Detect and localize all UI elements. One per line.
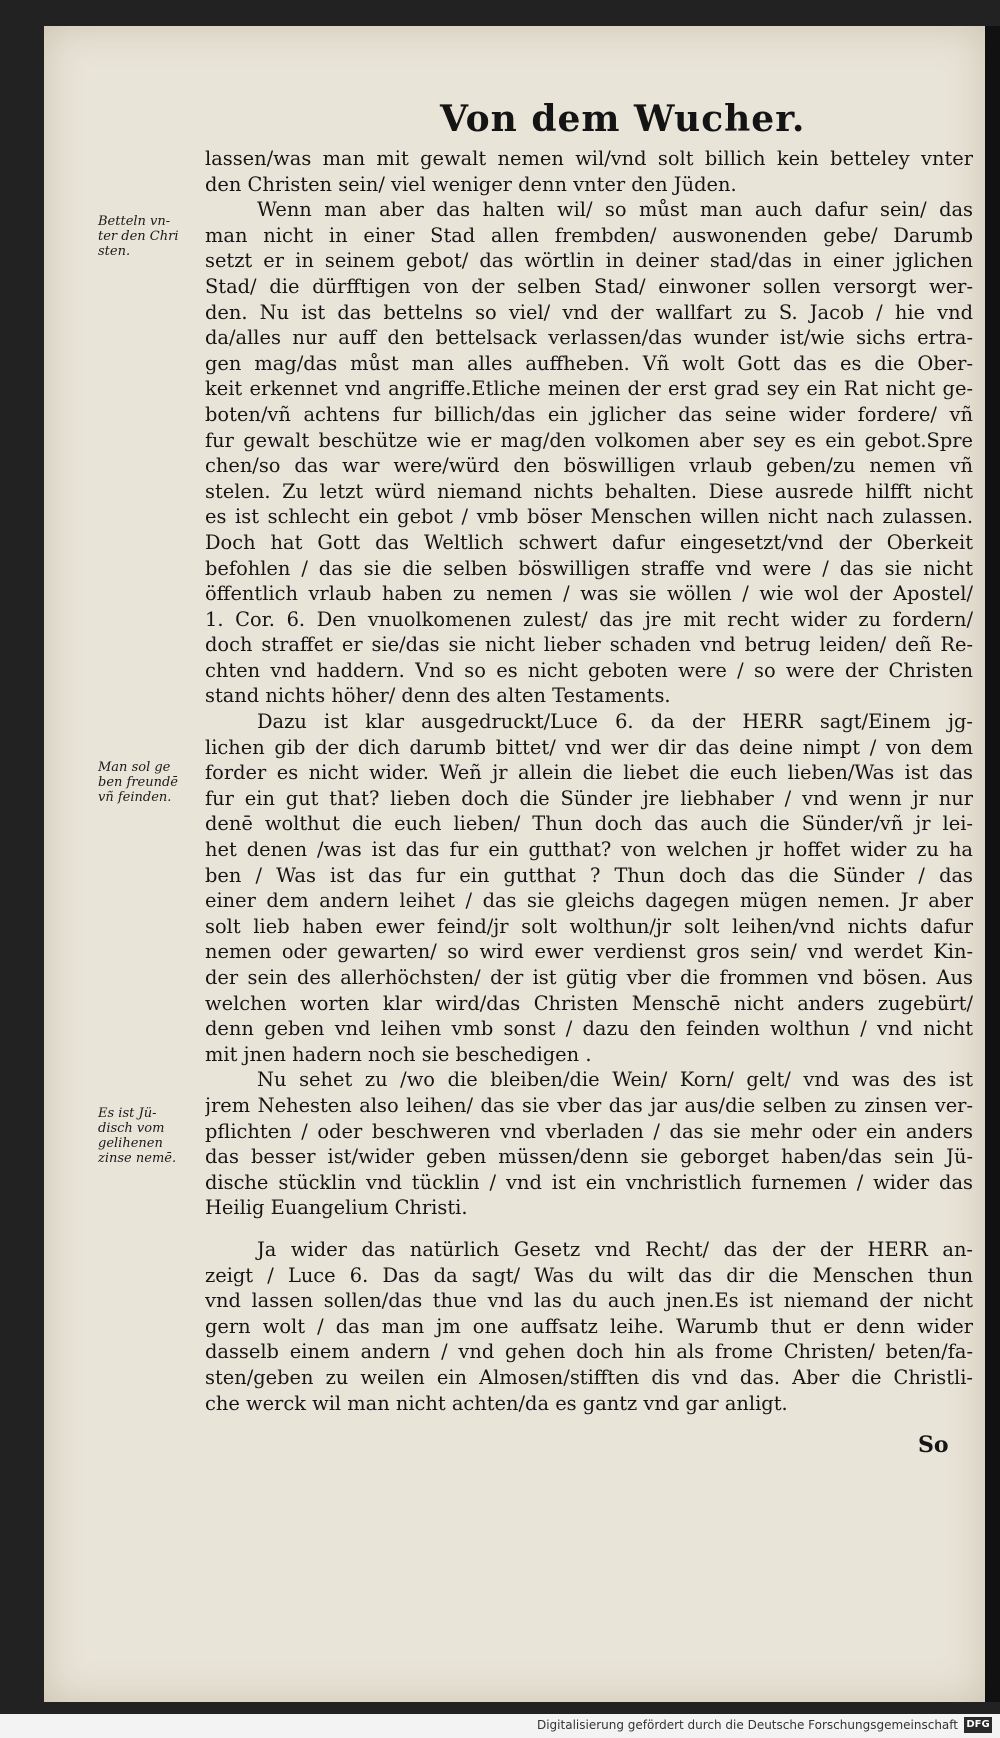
- margin-note-line: Es ist Jü-: [98, 1106, 157, 1121]
- text-line: gen mag/das můst man alles auffheben. Vñ wolt Gott das es die Ober-: [205, 351, 973, 375]
- text-line: nemen oder gewarten/ so wird ewer verdienst gros sein/ vnd werdet Kin-: [205, 940, 973, 964]
- text-line: sten/geben zu weilen ein Almosen/stifften dis vnd das. Aber die Christli-: [205, 1365, 973, 1389]
- text-line: setzt er in seinem gebot/ das wörtlin in deiner stad/das in einer jglichen: [205, 249, 973, 273]
- margin-note-betteln: [98, 214, 202, 259]
- text-line: welchen worten klar wird/das Christen Menschē nicht anders zugebürt/: [205, 991, 973, 1015]
- paragraph: [205, 197, 973, 709]
- text-line: dische stücklin vnd tücklin / vnd ist ein vnchristlich furnemen / wider das: [205, 1170, 973, 1194]
- book-edge: [985, 26, 1000, 1702]
- text-line: fur ein gut that? lieben doch die Sünder jre liebhaber / vnd wenn jr nur: [205, 786, 973, 810]
- text-line: Heilig Euangelium Christi.: [205, 1196, 468, 1220]
- text-line: denē wolthut die euch lieben/ Thun doch das auch die Sünder/vñ jr lei-: [205, 812, 973, 836]
- text-line: solt lieb haben ewer feind/jr solt wolthun/jr solt leihen/vnd nichts dafur: [205, 914, 973, 938]
- text-line: ben / Was ist das fur ein gutthat ? Thun doch das die Sünder / das: [205, 863, 973, 887]
- margin-note-line: sten.: [98, 244, 131, 259]
- text-line: stelen. Zu letzt würd niemand nichts behalten. Diese ausrede hilfft nicht: [205, 479, 973, 503]
- text-line: Nu sehet zu /wo die bleiben/die Wein/ Korn/ gelt/ vnd was des ist: [257, 1068, 973, 1092]
- text-line: chen/so das war were/würd den böswilligen vrlaub geben/zu nemen vñ: [205, 454, 973, 478]
- margin-note-juedisch: [98, 1106, 202, 1166]
- running-header: Von dem Wucher.: [440, 98, 806, 140]
- text-line: das besser ist/wider geben müssen/denn sie geborget haben/das sein Jü-: [205, 1145, 973, 1169]
- text-line: chten vnd haddern. Vnd so es nicht geboten were / so were der Christen: [205, 658, 973, 682]
- text-line: den Christen sein/ viel weniger denn vnter den Jüden.: [205, 172, 737, 196]
- margin-note-line: vñ feinden.: [98, 790, 172, 805]
- text-line: Doch hat Gott das Weltlich schwert dafur eingesetzt/vnd der Oberkeit: [205, 530, 973, 554]
- paragraph: [205, 146, 973, 197]
- text-line: Ja wider das natürlich Gesetz vnd Recht/ das der der HERR an-: [257, 1237, 973, 1261]
- text-line: es ist schlecht ein gebot / vmb böser Menschen willen nicht nach zulassen.: [205, 505, 973, 529]
- text-line: mit jnen hadern noch sie beschedigen .: [205, 1042, 592, 1066]
- margin-note-line: zinse nemē.: [98, 1151, 177, 1166]
- text-line: einer dem andern leihet / das sie gleichs dagegen mügen nemen. Jr aber: [205, 889, 973, 913]
- text-line: denn geben vnd leihen vmb sonst / dazu den feinden wolthun / vnd nicht: [205, 1017, 973, 1041]
- margin-note-feinden: [98, 760, 202, 805]
- text-line: het denen /was ist das fur ein gutthat? von welchen jr hoffet wider zu ha: [205, 838, 973, 862]
- text-line: Stad/ die dürfftigen von der selben Stad/ einwoner sollen versorgt wer-: [205, 274, 973, 298]
- text-line: Dazu ist klar ausgedruckt/Luce 6. da der HERR sagt/Einem jg-: [257, 710, 973, 734]
- margin-note-line: Man sol ge: [98, 760, 171, 775]
- paragraph: [205, 709, 973, 1067]
- text-line: stand nichts höher/ denn des alten Testaments.: [205, 684, 671, 708]
- text-line: zeigt / Luce 6. Das da sagt/ Was du wilt das dir die Menschen thun: [205, 1263, 973, 1287]
- text-line: lichen gib der dich darumb bittet/ vnd wer dir das deine nimpt / von dem: [205, 735, 973, 759]
- paragraph: [205, 1067, 973, 1221]
- footer-bar: [0, 1714, 1000, 1738]
- dfg-logo: DFG: [964, 1717, 992, 1733]
- margin-note-line: ben freundē: [98, 775, 178, 790]
- text-line: öffentlich vrlaub haben zu nemen / was sie wöllen / wie wol der Apostel/: [205, 582, 973, 606]
- text-line: Wenn man aber das halten wil/ so můst man auch dafur sein/ das: [257, 198, 973, 222]
- text-line: boten/vñ achtens fur billich/das ein jglicher das seine wider fordere/ vñ: [205, 402, 973, 426]
- text-line: befohlen / das sie die selben böswilligen straffe vnd were / das sie nicht: [205, 556, 973, 580]
- text-line: doch straffet er sie/das sie nicht lieber schaden vnd betrug leiden/ deñ Re-: [205, 633, 973, 657]
- text-line: keit erkennet vnd angriffe.Etliche meinen der erst grad sey ein Rat nicht ge-: [205, 377, 973, 401]
- margin-note-line: ter den Chri: [98, 229, 179, 244]
- text-line: der sein des allerhöchsten/ der ist gütig vber die frommen vnd bösen. Aus: [205, 966, 973, 989]
- text-line: forder es nicht wider. Weñ jr allein die liebet die euch lieben/Was ist das: [205, 761, 973, 785]
- text-line: gern wolt / das man jm one auffsatz leihe. Warumb thut er denn wider: [205, 1314, 973, 1338]
- margin-note-line: Betteln vn-: [98, 214, 171, 229]
- text-line: che werck wil man nicht achten/da es gantz vnd gar anligt.: [205, 1391, 788, 1415]
- text-line: dasselb einem andern / vnd gehen doch hin als frome Christen/ beten/fa-: [205, 1340, 973, 1364]
- text-line: jrem Nehesten also leihen/ das sie vber das jar aus/die selben zu zinsen ver-: [205, 1093, 973, 1117]
- text-line: fur gewalt beschütze wie er mag/den volkomen aber sey es ein gebot.Spre: [205, 428, 973, 452]
- footer-credit: Digitalisierung gefördert durch die Deutsche Forschungsgemeinschaft: [536, 1718, 958, 1732]
- text-line: da/alles nur auff den bettelsack verlassen/das wunder ist/wie sichs ertra-: [205, 326, 973, 350]
- text-line: 1. Cor. 6. Den vnuolkomenen zulest/ das jre mit recht wider zu fordern/: [205, 607, 973, 631]
- text-line: man nicht in einer Stad allen frembden/ auswonenden gebe/ Darumb: [205, 223, 973, 247]
- margin-note-line: gelihenen: [98, 1136, 163, 1151]
- text-line: den. Nu ist das bettelns so viel/ vnd der wallfart zu S. Jacob / hie vnd: [205, 300, 973, 324]
- text-line: vnd lassen sollen/das thue vnd las du auch jnen.Es ist niemand der nicht: [205, 1289, 973, 1313]
- text-line: lassen/was man mit gewalt nemen wil/vnd solt billich kein betteley vnter: [205, 147, 973, 170]
- text-line: pflichten / oder beschweren vnd vberladen / das sie mehr oder ein anders: [205, 1119, 973, 1143]
- margin-note-line: disch vom: [98, 1121, 165, 1136]
- catchword: So: [918, 1432, 949, 1458]
- paragraph: [205, 1237, 973, 1416]
- body-text: [205, 146, 973, 1416]
